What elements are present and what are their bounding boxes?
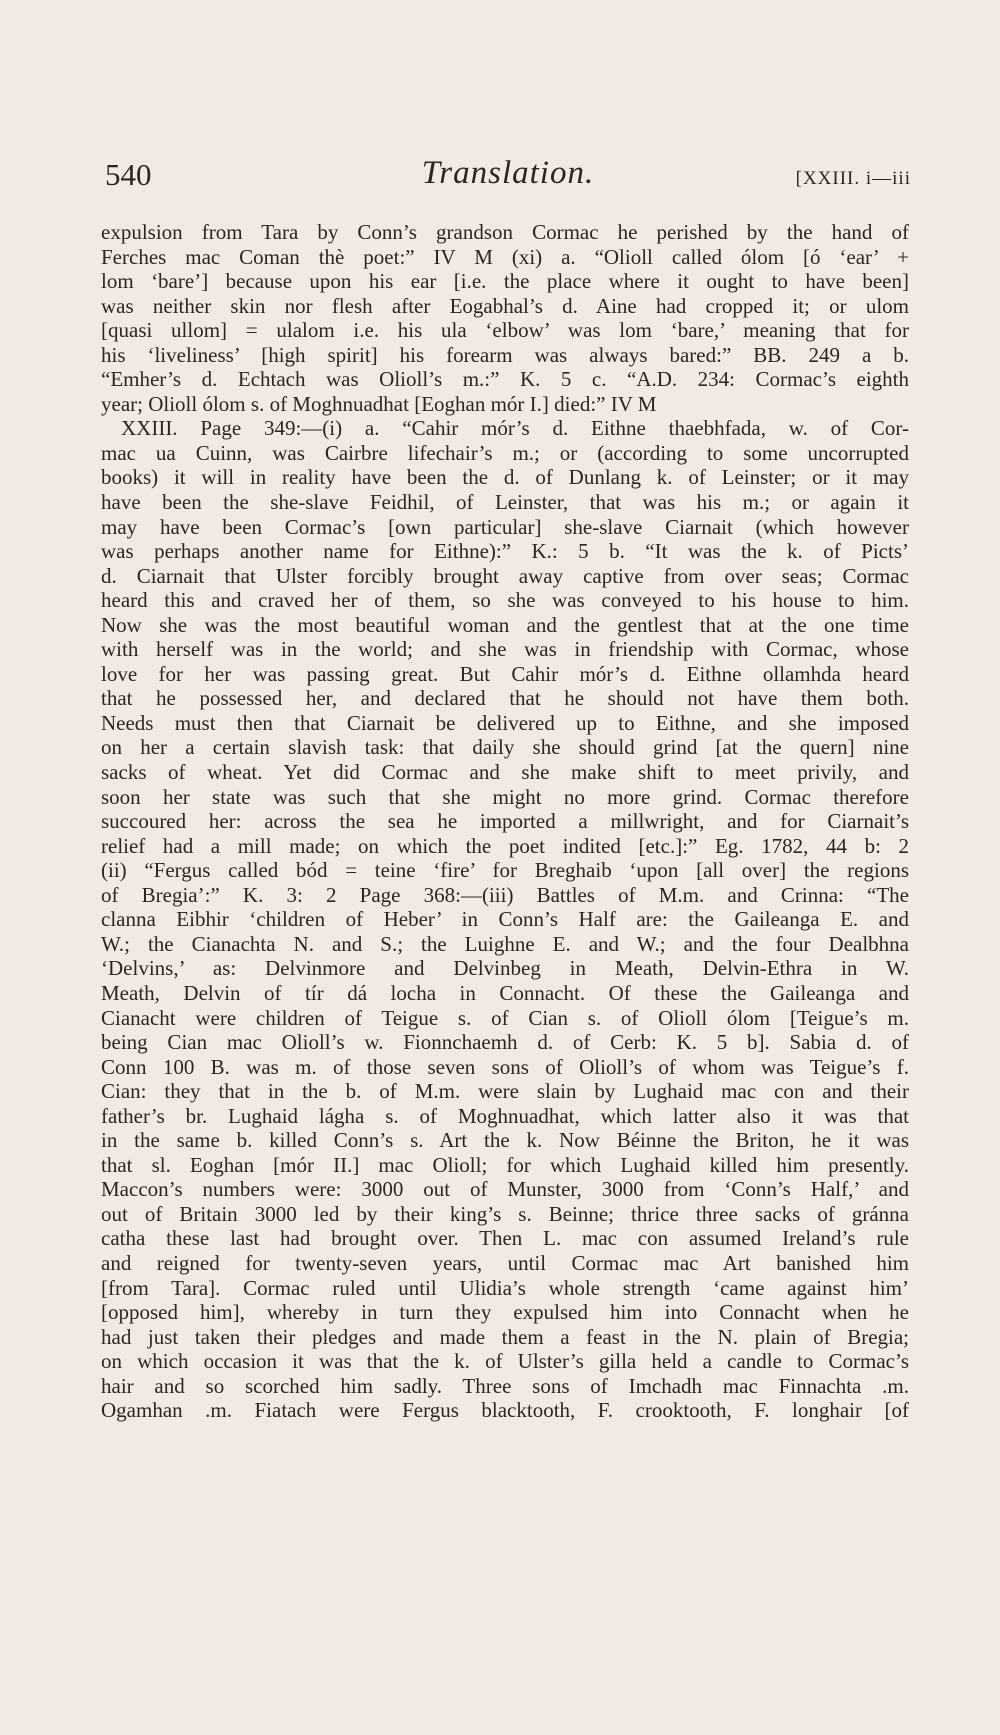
text-line: out of Britain 3000 led by their king’s s. Beinne; thrice three sacks of gránna [101,1201,909,1226]
text-line: had just taken their pledges and made them a feast in the N. plain of Bregia; [101,1324,909,1349]
text-line: relief had a mill made; on which the poet indited [etc.]:” Eg. 1782, 44 b: 2 [101,833,909,858]
text-line [101,1447,909,1472]
text-line: hair and so scorched him sadly. Three sons of Imchadh mac Finnachta .m. [101,1373,909,1398]
text-line: catha these last had brought over. Then L. mac con assumed Ireland’s rule [101,1226,909,1251]
text-line: year; Olioll ólom s. of Moghnuadhat [Eoghan mór I.] died:” IV M [101,391,657,416]
text-line: Cianacht were children of Teigue s. of Cian s. of Olioll ólom [Teigue’s m. [101,1005,909,1030]
text-line: was neither skin nor flesh after Eogabhal’s d. Aine had cropped it; or ulom [101,293,909,318]
text-line: that he possessed her, and declared that he should not have them both. [101,686,909,711]
text-line: d. Ciarnait that Ulster forcibly brought away captive from over seas; Cormac [101,563,909,588]
text-line: Cian: they that in the b. of M.m. were slain by Lughaid mac con and their [101,1079,909,1104]
page-number: 540 [105,157,152,192]
text-line: father’s br. Lughaid lágha s. of Moghnuadhat, which latter also it was that [101,1103,909,1128]
text-line: (ii) “Fergus called bód = teine ‘fire’ for Breghaib ‘upon [all over] the regions [101,858,909,883]
text-line: sacks of wheat. Yet did Cormac and she make shift to meet privily, and [101,760,909,785]
text-line: that sl. Eoghan [mór II.] mac Olioll; for which Lughaid killed him presently. [101,1152,909,1177]
text-line: in the same b. killed Conn’s s. Art the k. Now Béinne the Briton, he it was [101,1128,909,1153]
text-line: Needs must then that Ciarnait be delivered up to Eithne, and she imposed [101,710,909,735]
text-line: being Cian mac Olioll’s w. Fionnchaemh d. of Cerb: K. 5 b]. Sabia d. of [101,1030,909,1055]
text-line: books) it will in reality have been the d. of Dunlang k. of Leinster; or it may [101,465,909,490]
text-line: was perhaps another name for Eithne):” K.: 5 b. “It was the k. of Picts’ [101,539,909,564]
running-title: Translation. [421,155,595,191]
text-line: and reigned for twenty-seven years, until Cormac mac Art banished him [101,1250,909,1275]
text-line: with herself was in the world; and she was in friendship with Cormac, whose [101,637,909,662]
text-line: Maccon’s numbers were: 3000 out of Munster, 3000 from ‘Conn’s Half,’ and [101,1177,909,1202]
text-line: Conn 100 B. was m. of those seven sons of Olioll’s of whom was Teigue’s f. [101,1054,909,1079]
text-line: love for her was passing great. But Cahir mór’s d. Eithne ollamhda heard [101,661,909,686]
text-line: Ferches mac Coman thè poet:” IV M (xi) a. “Olioll called ólom [ó ‘ear’ + [101,244,909,269]
text-line: [from Tara]. Cormac ruled until Ulidia’s whole strength ‘came against him’ [101,1275,909,1300]
text-line: may have been Cormac’s [own particular] she-slave Ciarnait (which however [101,514,909,539]
text-line: lom ‘bare’] because upon his ear [i.e. the place where it ought to have been] [101,269,909,294]
text-line: on which occasion it was that the k. of Ulster’s gilla held a candle to Cormac’s [101,1349,909,1374]
text-line: on her a certain slavish task: that daily she should grind [at the quern] nine [101,735,909,760]
text-line: Meath, Delvin of tír dá locha in Connacht. Of these the Gaileanga and [101,980,909,1005]
text-line: heard this and craved her of them, so she was conveyed to his house to him. [101,588,909,613]
text-line: W.; the Cianachta N. and S.; the Luighne E. and W.; and the four Dealbhna [101,931,909,956]
text-line: succoured her: across the sea he imported a millwright, and for Ciarnait’s [101,809,909,834]
text-line: expulsion from Tara by Conn’s grandson Cormac he perished by the hand of [101,220,909,244]
body-text [101,220,909,1472]
text-line: his ‘liveliness’ [high spirit] his forearm was always bared:” BB. 249 a b. [101,342,909,367]
text-line: [quasi ullom] = ulalom i.e. his ula ‘elbow’ was lom ‘bare,’ meaning that for [101,318,909,343]
section-reference: [XXIII. i—iii [795,168,911,189]
page-header [105,146,911,190]
text-line: [opposed him], whereby in turn they expulsed him into Connacht when he [101,1300,909,1325]
text-line: of Bregia’:” K. 3: 2 Page 368:—(iii) Battles of M.m. and Crinna: “The [101,882,909,907]
text-line: soon her state was such that she might no more grind. Cormac therefore [101,784,909,809]
text-line: Now she was the most beautiful woman and the gentlest that at the one time [101,612,909,637]
text-line: XXIII. Page 349:—(i) a. “Cahir mór’s d. Eithne thaebhfada, w. of Cor- [121,416,909,441]
text-line: mac ua Cuinn, was Cairbre lifechair’s m.; or (according to some uncorrupted [101,440,909,465]
text-line: Ogamhan .m. Fiatach were Fergus blacktooth, F. crooktooth, F. longhair [of [101,1398,909,1423]
text-line: have been the she-slave Feidhil, of Leinster, that was his m.; or again it [101,490,909,515]
text-line [101,1423,909,1448]
text-line: ‘Delvins,’ as: Delvinmore and Delvinbeg in Meath, Delvin-Ethra in W. [101,956,909,981]
text-line: clanna Eibhir ‘children of Heber’ in Conn’s Half are: the Gaileanga E. and [101,907,909,932]
text-line: “Emher’s d. Echtach was Olioll’s m.:” K. 5 c. “A.D. 234: Cormac’s eighth [101,367,909,392]
